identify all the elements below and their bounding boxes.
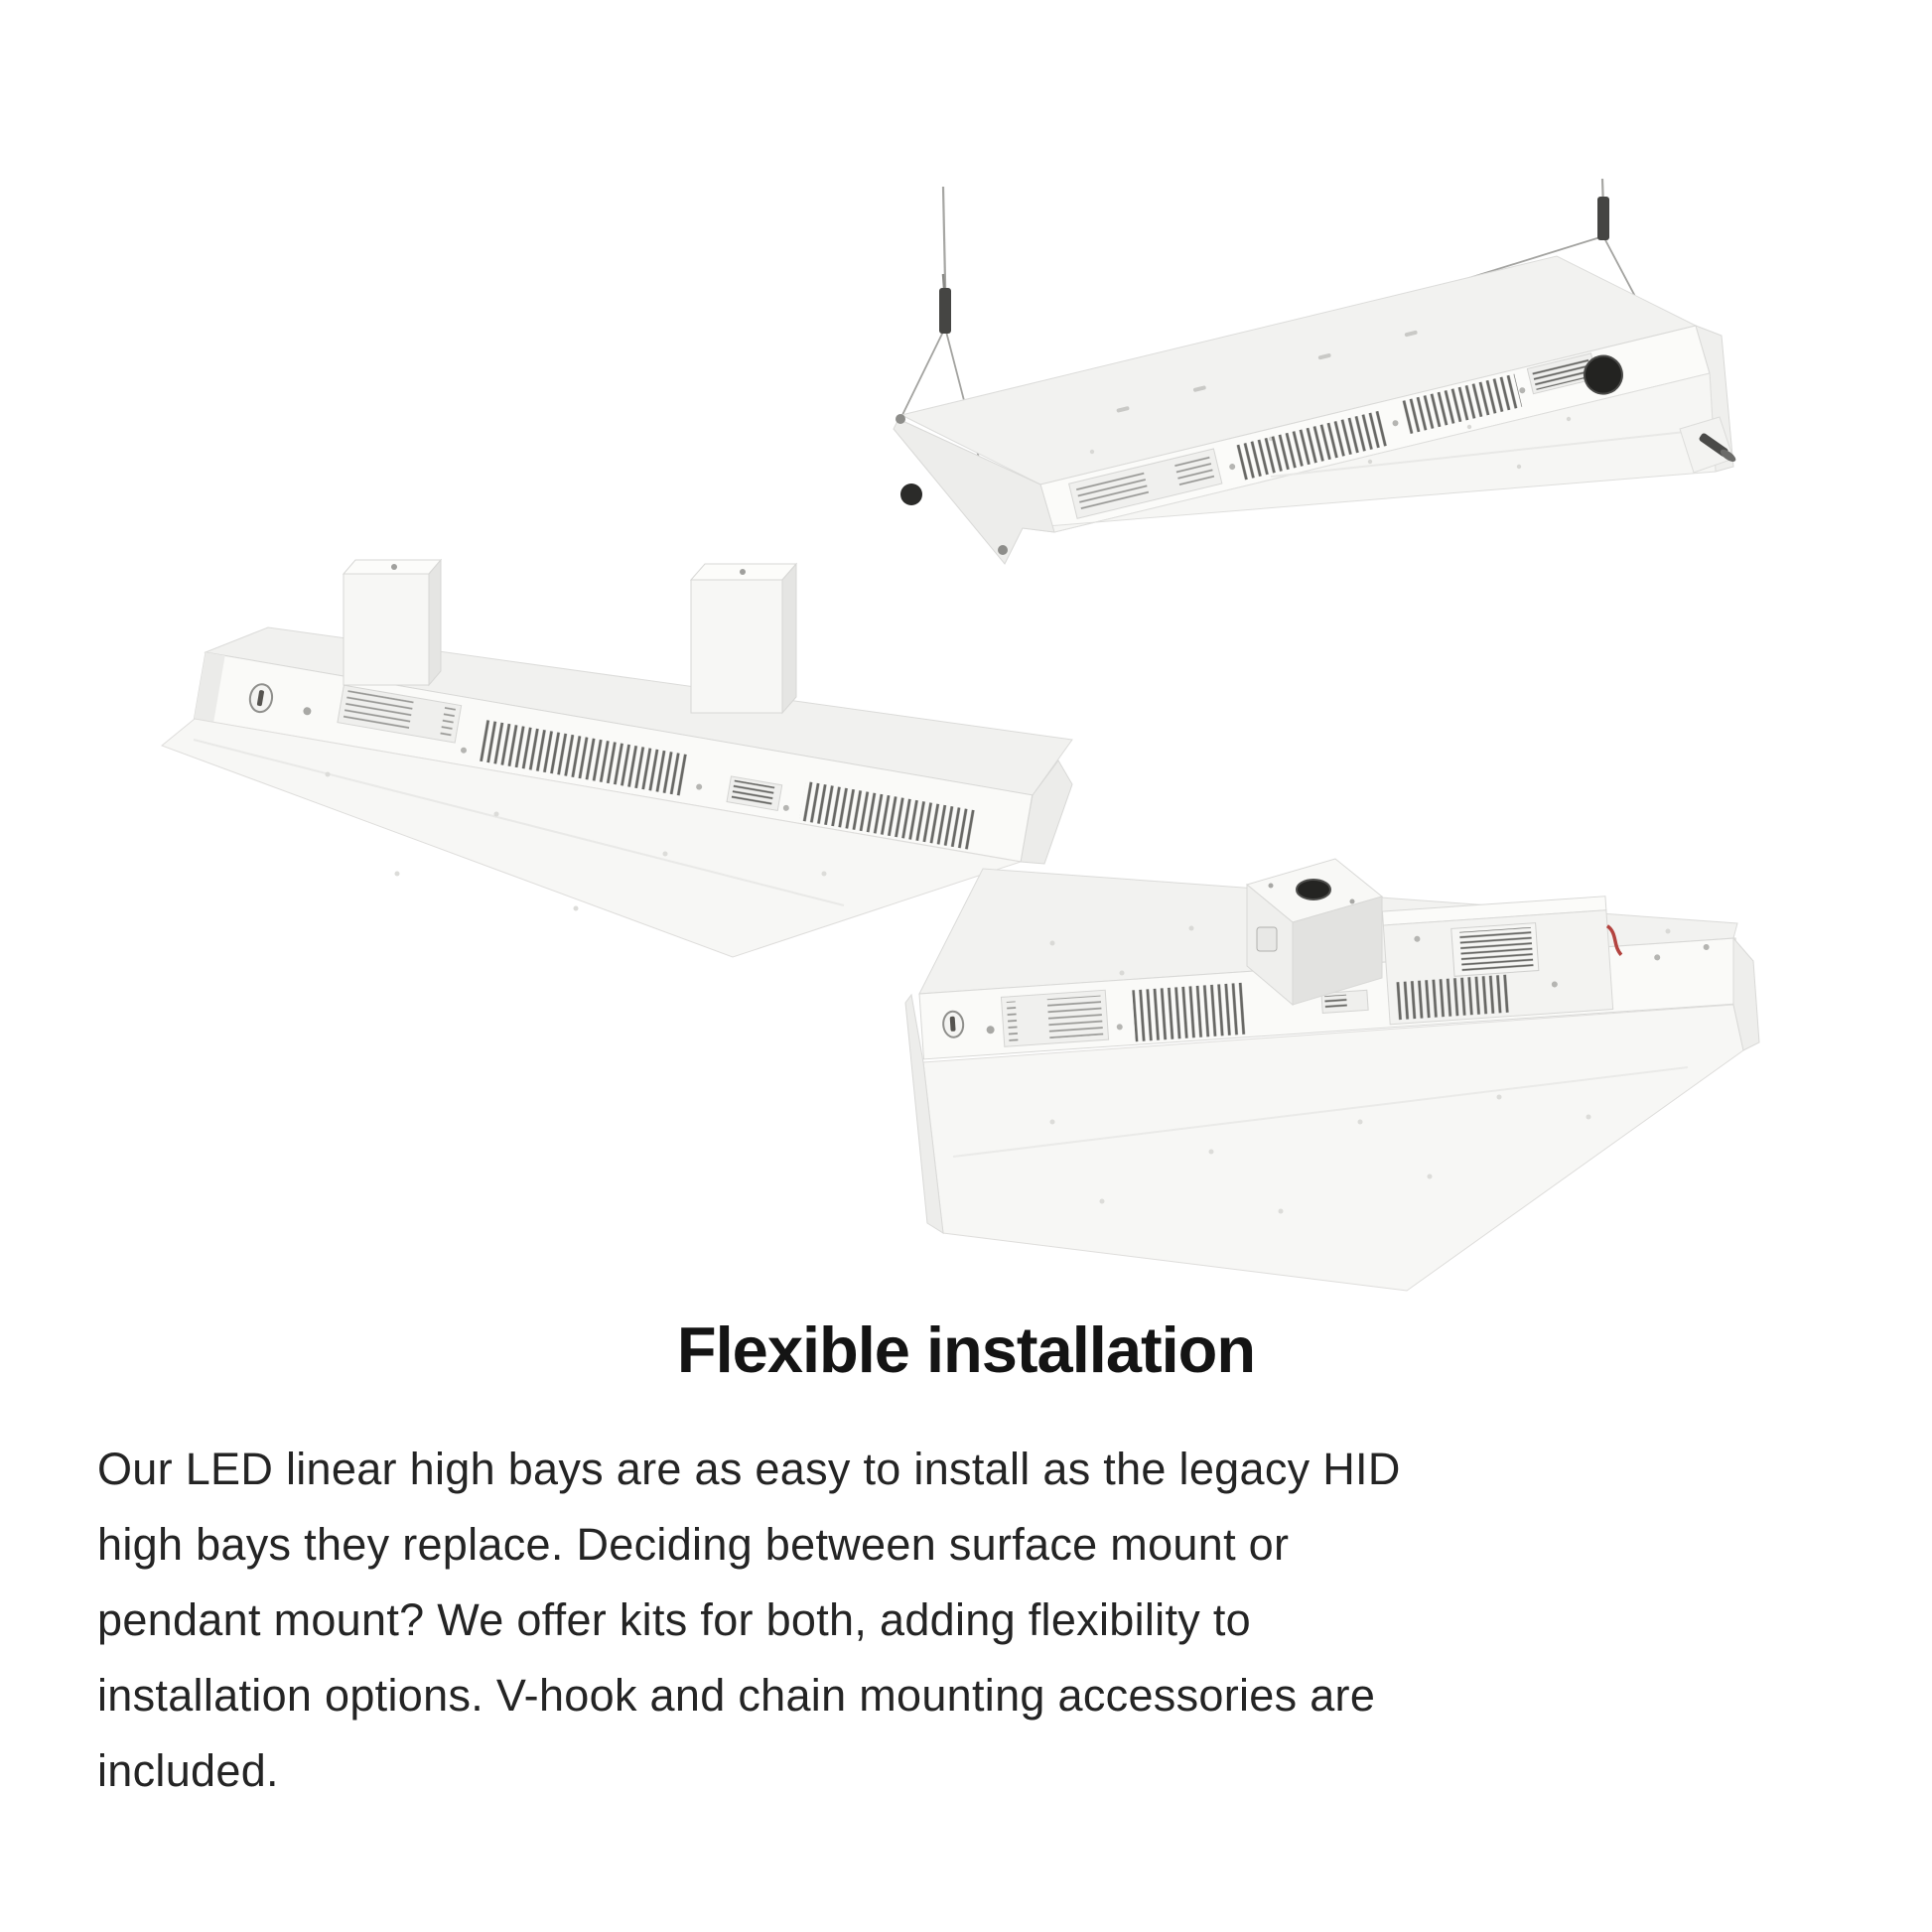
paragraph-line: included. — [97, 1745, 279, 1796]
fixture1-endcap-knockout — [900, 483, 922, 505]
product-image-junction-box-fixture — [905, 859, 1759, 1291]
paragraph-line: installation options. V-hook and chain mounting accessories are — [97, 1670, 1376, 1721]
fixture2-surface-mount-bracket-right — [691, 564, 796, 713]
fixture3-driver-vent-slots — [1395, 975, 1511, 1021]
fixture3-junction-box-hole — [1297, 880, 1330, 899]
paragraph-line: high bays they replace. Deciding between surface mount or — [97, 1519, 1290, 1570]
paragraph-line: pendant mount? We offer kits for both, adding flexibility to — [97, 1594, 1252, 1645]
section-paragraph — [97, 1432, 1884, 1809]
fixture3-junction-box — [1247, 859, 1382, 1005]
product-image-surface-mount-fixture — [162, 560, 1072, 957]
product-image-pendant-mount-fixture — [894, 179, 1738, 564]
paragraph-line: Our LED linear high bays are as easy to install as the legacy HID — [97, 1444, 1401, 1494]
section-heading: Flexible installation — [676, 1313, 1256, 1386]
fixture3-vent-slots-left — [1132, 983, 1246, 1041]
fixture3-driver-box — [1382, 896, 1624, 1025]
fixture2-surface-mount-bracket-left — [344, 560, 441, 685]
